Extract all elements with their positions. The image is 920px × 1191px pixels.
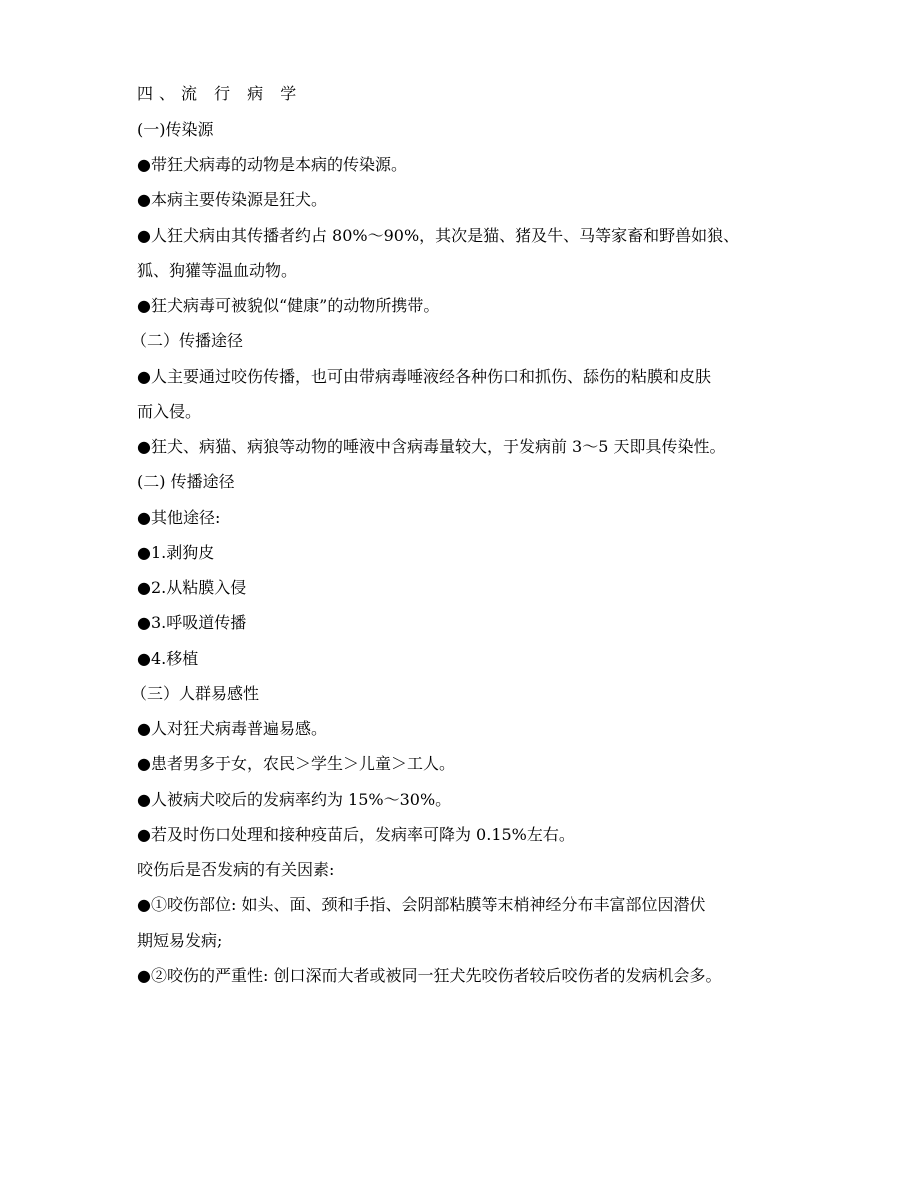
bullet-paragraph: ●②咬伤的严重性: 创口深而大者或被同一狂犬先咬伤者较后咬伤者的发病机会多。 bbox=[137, 966, 722, 985]
bullet-paragraph: ●人被病犬咬后的发病率约为 15%～30%。 bbox=[137, 790, 452, 809]
bullet-paragraph: ●人主要通过咬伤传播，也可由带病毒唾液经各种伤口和抓伤、舔伤的粘膜和皮肤 bbox=[137, 367, 711, 386]
bullet-list-item: ●4.移植 bbox=[137, 649, 199, 668]
bullet-paragraph: ●带狂犬病毒的动物是本病的传染源。 bbox=[137, 155, 407, 174]
paragraph-continuation: 而入侵。 bbox=[137, 402, 202, 421]
bullet-list-item: ●3.呼吸道传播 bbox=[137, 613, 247, 632]
bullet-paragraph: ●其他途径: bbox=[137, 508, 221, 527]
bullet-paragraph: ●①咬伤部位: 如头、面、颈和手指、会阴部粘膜等末梢神经分布丰富部位因潜伏 bbox=[137, 895, 706, 914]
subheading-infection-source: (一)传染源 bbox=[137, 120, 214, 139]
bullet-paragraph: ●人狂犬病由其传播者约占 80%～90%，其次是猫、猪及牛、马等家畜和野兽如狼、 bbox=[137, 226, 740, 245]
bullet-list-item: ●2.从粘膜入侵 bbox=[137, 578, 247, 597]
bullet-paragraph: ●若及时伤口处理和接种疫苗后，发病率可降为 0.15%左右。 bbox=[137, 825, 575, 844]
bullet-paragraph: ●狂犬、病猫、病狼等动物的唾液中含病毒量较大，于发病前 3～5 天即具传染性。 bbox=[137, 437, 726, 456]
section-heading-epidemiology: 四、流 行 病 学 bbox=[137, 84, 303, 103]
bullet-paragraph: ●狂犬病毒可被貌似“健康”的动物所携带。 bbox=[137, 296, 440, 315]
bullet-paragraph: ●人对狂犬病毒普遍易感。 bbox=[137, 719, 327, 738]
paragraph-continuation: 狐、狗獾等温血动物。 bbox=[137, 261, 298, 280]
bullet-list-item: ●1.剥狗皮 bbox=[137, 543, 215, 562]
bullet-paragraph: ●患者男多于女，农民＞学生＞儿童＞工人。 bbox=[137, 754, 455, 773]
subheading-transmission-route: (二) 传播途径 bbox=[137, 472, 235, 491]
bullet-paragraph: ●本病主要传染源是狂犬。 bbox=[137, 190, 327, 209]
paragraph-heading: 咬伤后是否发病的有关因素: bbox=[137, 860, 335, 879]
subheading-transmission-route: （二）传播途径 bbox=[131, 331, 244, 350]
paragraph-continuation: 期短易发病; bbox=[137, 931, 223, 950]
subheading-susceptibility: （三）人群易感性 bbox=[131, 684, 260, 703]
